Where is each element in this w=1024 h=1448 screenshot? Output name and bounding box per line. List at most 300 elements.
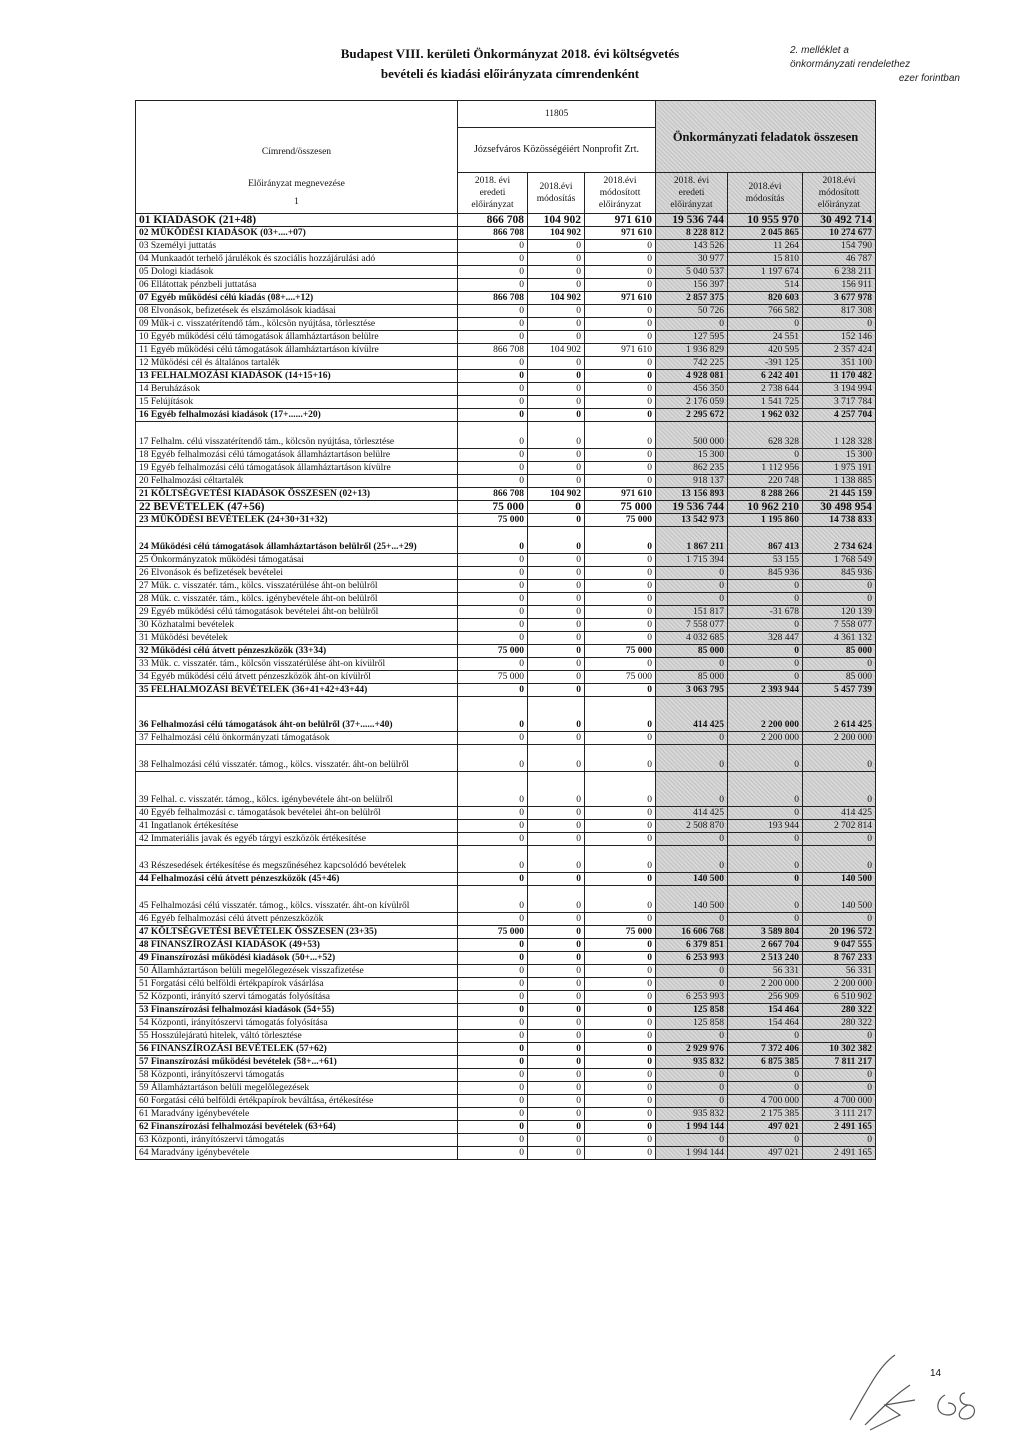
row-value-cell: 4 928 081 <box>656 369 728 382</box>
sum-modd-header <box>803 173 876 214</box>
row-value-cell: 0 <box>585 1094 656 1107</box>
row-value-cell: 2 200 000 <box>803 731 876 744</box>
row-value-cell: 0 <box>458 683 528 696</box>
orig-line-2: eredeti <box>479 187 506 198</box>
row-value-cell: 0 <box>585 304 656 317</box>
table-row <box>136 1042 876 1055</box>
row-value-cell: 971 610 <box>585 487 656 500</box>
row-value-cell: 0 <box>585 395 656 408</box>
row-value-cell: 0 <box>728 448 803 461</box>
row-value-cell: 0 <box>458 1042 528 1055</box>
table-row <box>136 553 876 566</box>
row-value-cell: 0 <box>585 618 656 631</box>
row-label: 45 Felhalmozási célú visszatér. támog., kölcs. visszatér. áht-on kívülről <box>136 885 458 912</box>
row-label: 51 Forgatási célú belföldi értékpapírok vásárlása <box>136 977 458 990</box>
row-value-cell: 0 <box>528 369 585 382</box>
row-value-cell: 2 200 000 <box>803 977 876 990</box>
row-value-cell: 0 <box>656 771 728 806</box>
row-label: 06 Ellátottak pénzbeli juttatása <box>136 278 458 291</box>
row-value-cell: 50 726 <box>656 304 728 317</box>
row-value-cell: 46 787 <box>803 252 876 265</box>
row-value-cell: 1 768 549 <box>803 553 876 566</box>
table-row <box>136 670 876 683</box>
row-value-cell: 0 <box>458 265 528 278</box>
row-value-cell: 56 331 <box>803 964 876 977</box>
row-label: 64 Maradvány igénybevétele <box>136 1146 458 1159</box>
row-value-cell: 6 379 851 <box>656 938 728 951</box>
row-label: 59 Államháztartáson belüli megelőlegezések <box>136 1081 458 1094</box>
row-label: 27 Műk. c. visszatér. tám., kölcs. visszatérülése áht-on belülről <box>136 579 458 592</box>
row-value-cell: 0 <box>585 964 656 977</box>
table-row <box>136 1003 876 1016</box>
row-value-cell: 0 <box>728 845 803 872</box>
row-value-cell: 0 <box>528 951 585 964</box>
row-value-cell: 0 <box>585 421 656 448</box>
row-value-cell: 30 977 <box>656 252 728 265</box>
row-value-cell: 414 425 <box>656 696 728 731</box>
row-value-cell: 0 <box>585 1003 656 1016</box>
row-value-cell: 104 902 <box>528 213 585 226</box>
row-value-cell: 10 274 677 <box>803 226 876 239</box>
table-row <box>136 657 876 670</box>
row-value-cell: 0 <box>458 369 528 382</box>
table-row <box>136 925 876 938</box>
row-value-cell: 0 <box>585 885 656 912</box>
row-value-cell: 2 357 424 <box>803 343 876 356</box>
entity-header: Józsefváros Közösségéiért Nonprofit Zrt. <box>458 128 656 173</box>
row-value-cell: 514 <box>728 278 803 291</box>
row-value-cell: 0 <box>458 731 528 744</box>
row-value-cell: 0 <box>728 806 803 819</box>
row-value-cell: 500 000 <box>656 421 728 448</box>
table-row <box>136 592 876 605</box>
row-label: 19 Egyéb felhalmozási célú támogatások államháztartáson kívülre <box>136 461 458 474</box>
row-label: 36 Felhalmozási célú támogatások áht-on belülről (37+......+40) <box>136 696 458 731</box>
row-value-cell: 0 <box>528 696 585 731</box>
row-value-cell: 0 <box>458 566 528 579</box>
row-label: 05 Dologi kiadások <box>136 265 458 278</box>
table-row <box>136 1107 876 1120</box>
row-value-cell: 2 508 870 <box>656 819 728 832</box>
row-value-cell: 0 <box>585 317 656 330</box>
row-label: 29 Egyéb működési célú támogatások bevételei áht-on belülről <box>136 605 458 618</box>
row-value-cell: 0 <box>585 1042 656 1055</box>
row-value-cell: 15 300 <box>656 448 728 461</box>
table-row <box>136 618 876 631</box>
row-value-cell: 0 <box>458 990 528 1003</box>
row-value-cell: 0 <box>585 731 656 744</box>
row-label: 25 Önkormányzatok működési támogatásai <box>136 553 458 566</box>
row-value-cell: 0 <box>458 1133 528 1146</box>
row-value-cell: 2 393 944 <box>728 683 803 696</box>
row-value-cell: 2 175 385 <box>728 1107 803 1120</box>
row-label: 16 Egyéb felhalmozási kiadások (17+......+20) <box>136 408 458 421</box>
table-row <box>136 977 876 990</box>
annex-label: 2. melléklet a <box>790 45 849 56</box>
row-value-cell: 0 <box>803 657 876 670</box>
modd-line-1: 2018.évi <box>603 175 637 186</box>
row-value-cell: 140 500 <box>656 885 728 912</box>
row-value-cell: 0 <box>458 951 528 964</box>
row-value-cell: 154 464 <box>728 1003 803 1016</box>
row-value-cell: 0 <box>803 579 876 592</box>
row-value-cell: 0 <box>585 845 656 872</box>
row-value-cell: 1 541 725 <box>728 395 803 408</box>
row-value-cell: 0 <box>528 832 585 845</box>
row-value-cell: 0 <box>458 526 528 553</box>
row-value-cell: 127 595 <box>656 330 728 343</box>
row-value-cell: 0 <box>458 382 528 395</box>
row-value-cell: 0 <box>528 330 585 343</box>
row-value-cell: 0 <box>803 832 876 845</box>
table-row <box>136 951 876 964</box>
row-value-cell: 0 <box>728 317 803 330</box>
row-value-cell: 2 200 000 <box>728 696 803 731</box>
row-value-cell: 0 <box>803 845 876 872</box>
row-value-cell: 19 536 744 <box>656 500 728 513</box>
row-value-cell: 6 238 211 <box>803 265 876 278</box>
row-value-cell: 628 328 <box>728 421 803 448</box>
row-value-cell: 420 595 <box>728 343 803 356</box>
row-label: 02 MŰKÖDÉSI KIADÁSOK (03+....+07) <box>136 226 458 239</box>
row-value-cell: 866 708 <box>458 291 528 304</box>
row-value-cell: 0 <box>585 239 656 252</box>
row-label: 49 Finanszírozási működési kiadások (50+...+52) <box>136 951 458 964</box>
table-row <box>136 832 876 845</box>
row-value-cell: 7 372 406 <box>728 1042 803 1055</box>
row-value-cell: 143 526 <box>656 239 728 252</box>
row-value-cell: 0 <box>803 1068 876 1081</box>
row-value-cell: 0 <box>656 1133 728 1146</box>
row-label: 47 KÖLTSÉGVETÉSI BEVÉTELEK ÖSSZESEN (23+35) <box>136 925 458 938</box>
row-value-cell: -391 125 <box>728 356 803 369</box>
row-value-cell: 0 <box>528 618 585 631</box>
row-value-cell: 866 708 <box>458 213 528 226</box>
row-value-cell: 30 492 714 <box>803 213 876 226</box>
row-value-cell: 104 902 <box>528 343 585 356</box>
row-value-cell: 0 <box>528 670 585 683</box>
row-label: 52 Központi, irányító szervi támogatás folyósítása <box>136 990 458 1003</box>
row-value-cell: 13 542 973 <box>656 513 728 526</box>
table-row <box>136 1094 876 1107</box>
row-value-cell: 1 867 211 <box>656 526 728 553</box>
row-value-cell: 0 <box>528 408 585 421</box>
row-value-cell: 154 790 <box>803 239 876 252</box>
row-value-cell: 10 955 970 <box>728 213 803 226</box>
row-value-cell: 0 <box>585 252 656 265</box>
row-value-cell: 742 225 <box>656 356 728 369</box>
row-value-cell: 0 <box>585 382 656 395</box>
sum-modd-line-1: 2018.évi <box>822 175 856 186</box>
row-value-cell: 0 <box>458 696 528 731</box>
row-value-cell: 0 <box>728 832 803 845</box>
table-row <box>136 421 876 448</box>
table-row <box>136 500 876 513</box>
modd-line-2: módosított <box>599 187 641 198</box>
row-value-cell: 6 875 385 <box>728 1055 803 1068</box>
row-value-cell: 140 500 <box>803 872 876 885</box>
table-row <box>136 1133 876 1146</box>
row-value-cell: 0 <box>585 819 656 832</box>
row-label: 20 Felhalmozási céltartalék <box>136 474 458 487</box>
table-row <box>136 566 876 579</box>
row-value-cell: 0 <box>585 592 656 605</box>
code-header: 11805 <box>458 101 656 128</box>
row-value-cell: 0 <box>528 744 585 771</box>
row-value-cell: 0 <box>585 951 656 964</box>
row-value-cell: 0 <box>528 395 585 408</box>
budget-table <box>135 100 876 1160</box>
table-row <box>136 330 876 343</box>
row-value-cell: 0 <box>458 1016 528 1029</box>
row-value-cell: 0 <box>528 990 585 1003</box>
sum-mod-header <box>728 173 803 214</box>
row-value-cell: 0 <box>458 395 528 408</box>
row-value-cell: 0 <box>656 1094 728 1107</box>
row-value-cell: 0 <box>728 771 803 806</box>
row-value-cell: 193 944 <box>728 819 803 832</box>
row-value-cell: 4 700 000 <box>803 1094 876 1107</box>
sum-orig-line-2: eredeti <box>678 187 705 198</box>
row-label: 08 Elvonások, befizetések és elszámolások kiadásai <box>136 304 458 317</box>
row-label: 40 Egyéb felhalmozási c. támogatások bevételei áht-on belülről <box>136 806 458 819</box>
table-row <box>136 990 876 1003</box>
row-value-cell: 0 <box>528 912 585 925</box>
row-label: 37 Felhalmozási célú önkormányzati támogatások <box>136 731 458 744</box>
row-label: 60 Forgatási célú belföldi értékpapírok beváltása, értékesítése <box>136 1094 458 1107</box>
row-label: 03 Személyi juttatás <box>136 239 458 252</box>
document-title <box>330 44 690 84</box>
table-row <box>136 819 876 832</box>
row-label: 34 Egyéb működési célú átvett pénzeszközök áht-on kívülről <box>136 670 458 683</box>
row-value-cell: 75 000 <box>458 644 528 657</box>
row-value-cell: 140 500 <box>656 872 728 885</box>
row-value-cell: 1 962 032 <box>728 408 803 421</box>
row-value-cell: 1 715 394 <box>656 553 728 566</box>
row-label: 15 Felújítások <box>136 395 458 408</box>
row-value-cell: 2 702 814 <box>803 819 876 832</box>
row-label: 21 KÖLTSÉGVETÉSI KIADÁSOK ÖSSZESEN (02+13) <box>136 487 458 500</box>
row-value-cell: 0 <box>728 1133 803 1146</box>
row-value-cell: 0 <box>656 592 728 605</box>
row-value-cell: 1 112 956 <box>728 461 803 474</box>
row-value-cell: 0 <box>528 592 585 605</box>
table-row <box>136 1029 876 1042</box>
row-value-cell: 0 <box>528 252 585 265</box>
cimrend-label: Címrend/összesen <box>261 146 332 157</box>
sum-modd-line-3: előirányzat <box>817 199 861 210</box>
table-row <box>136 291 876 304</box>
row-value-cell: 0 <box>528 1016 585 1029</box>
row-value-cell: 414 425 <box>656 806 728 819</box>
table-row <box>136 631 876 644</box>
row-value-cell: 0 <box>458 408 528 421</box>
row-value-cell: 0 <box>656 845 728 872</box>
row-value-cell: 0 <box>728 885 803 912</box>
row-value-cell: 0 <box>458 977 528 990</box>
row-value-cell: 75 000 <box>458 500 528 513</box>
row-value-cell: 4 700 000 <box>728 1094 803 1107</box>
row-value-cell: 0 <box>528 1133 585 1146</box>
row-value-cell: 75 000 <box>458 513 528 526</box>
row-value-cell: 0 <box>458 885 528 912</box>
row-value-cell: 0 <box>585 977 656 990</box>
row-label: 23 MŰKÖDÉSI BEVÉTELEK (24+30+31+32) <box>136 513 458 526</box>
row-value-cell: 0 <box>585 683 656 696</box>
row-value-cell: 0 <box>728 644 803 657</box>
row-value-cell: 0 <box>585 579 656 592</box>
table-row <box>136 1068 876 1081</box>
row-value-cell: 1 936 829 <box>656 343 728 356</box>
budget-table-body <box>136 101 876 1160</box>
table-row <box>136 1120 876 1133</box>
table-row <box>136 731 876 744</box>
handwritten-signature <box>840 1345 990 1435</box>
row-label: 24 Működési célú támogatások államháztartáson belülről (25+...+29) <box>136 526 458 553</box>
row-label: 54 Központi, irányítószervi támogatás folyósítása <box>136 1016 458 1029</box>
row-value-cell: 0 <box>528 500 585 513</box>
row-label: 31 Működési bevételek <box>136 631 458 644</box>
row-value-cell: 971 610 <box>585 226 656 239</box>
row-value-cell: 0 <box>458 1003 528 1016</box>
row-value-cell: 0 <box>585 990 656 1003</box>
table-row <box>136 252 876 265</box>
row-value-cell: 2 491 165 <box>803 1120 876 1133</box>
table-row <box>136 845 876 872</box>
row-label: 28 Műk. c. visszatér. tám., kölcs. igénybevétele áht-on belülről <box>136 592 458 605</box>
row-label: 50 Államháztartáson belüli megelőlegezések visszafizetése <box>136 964 458 977</box>
modd-header <box>585 173 656 214</box>
row-value-cell: 0 <box>458 912 528 925</box>
row-value-cell: 1 195 860 <box>728 513 803 526</box>
row-value-cell: 918 137 <box>656 474 728 487</box>
row-value-cell: 0 <box>585 553 656 566</box>
row-value-cell: 0 <box>528 265 585 278</box>
row-value-cell: 497 021 <box>728 1120 803 1133</box>
row-value-cell: 0 <box>528 644 585 657</box>
row-value-cell: 0 <box>528 278 585 291</box>
row-value-cell: 85 000 <box>803 644 876 657</box>
row-value-cell: 0 <box>528 605 585 618</box>
row-value-cell: 11 170 482 <box>803 369 876 382</box>
row-value-cell: 0 <box>458 938 528 951</box>
row-value-cell: 2 491 165 <box>803 1146 876 1159</box>
row-value-cell: 0 <box>728 1029 803 1042</box>
row-value-cell: 1 138 885 <box>803 474 876 487</box>
row-value-cell: 10 962 210 <box>728 500 803 513</box>
row-value-cell: 0 <box>458 252 528 265</box>
table-row <box>136 771 876 806</box>
row-value-cell: 2 295 672 <box>656 408 728 421</box>
table-row <box>136 806 876 819</box>
title-line-2: bevételi és kiadási előirányzata címrendenként <box>380 66 640 81</box>
row-value-cell: 0 <box>585 1016 656 1029</box>
table-row <box>136 683 876 696</box>
row-value-cell: 0 <box>528 513 585 526</box>
row-value-cell: 2 176 059 <box>656 395 728 408</box>
row-label: 10 Egyéb működési célú támogatások államháztartáson belülre <box>136 330 458 343</box>
row-value-cell: 21 445 159 <box>803 487 876 500</box>
row-value-cell: 0 <box>528 474 585 487</box>
row-value-cell: 0 <box>656 1068 728 1081</box>
table-row <box>136 461 876 474</box>
row-value-cell: 56 331 <box>728 964 803 977</box>
row-value-cell: 0 <box>656 579 728 592</box>
row-value-cell: 0 <box>585 566 656 579</box>
row-value-cell: 971 610 <box>585 291 656 304</box>
row-value-cell: 2 513 240 <box>728 951 803 964</box>
row-value-cell: 0 <box>656 566 728 579</box>
row-value-cell: 0 <box>528 771 585 806</box>
row-value-cell: 0 <box>528 1055 585 1068</box>
table-row <box>136 885 876 912</box>
row-value-cell: 2 200 000 <box>728 731 803 744</box>
row-label: 56 FINANSZÍROZÁSI BEVÉTELEK (57+62) <box>136 1042 458 1055</box>
row-value-cell: 971 610 <box>585 343 656 356</box>
row-value-cell: 0 <box>528 925 585 938</box>
row-value-cell: 0 <box>458 474 528 487</box>
row-value-cell: 0 <box>656 731 728 744</box>
row-value-cell: 0 <box>528 977 585 990</box>
row-value-cell: 0 <box>585 265 656 278</box>
row-value-cell: 0 <box>585 408 656 421</box>
row-value-cell: 8 767 233 <box>803 951 876 964</box>
row-value-cell: 0 <box>458 1068 528 1081</box>
row-value-cell: 0 <box>656 832 728 845</box>
row-value-cell: 75 000 <box>458 670 528 683</box>
row-value-cell: 0 <box>656 964 728 977</box>
row-value-cell: 0 <box>585 278 656 291</box>
row-value-cell: 5 457 739 <box>803 683 876 696</box>
row-value-cell: 0 <box>458 618 528 631</box>
row-value-cell: 2 734 624 <box>803 526 876 553</box>
row-value-cell: 820 603 <box>728 291 803 304</box>
row-value-cell: 866 708 <box>458 487 528 500</box>
row-label: 63 Központi, irányítószervi támogatás <box>136 1133 458 1146</box>
row-value-cell: 1 994 144 <box>656 1146 728 1159</box>
row-value-cell: 0 <box>528 1081 585 1094</box>
row-value-cell: 0 <box>528 885 585 912</box>
row-value-cell: 0 <box>585 1107 656 1120</box>
row-label: 13 FELHALMOZÁSI KIADÁSOK (14+15+16) <box>136 369 458 382</box>
table-row <box>136 304 876 317</box>
row-value-cell: 0 <box>585 356 656 369</box>
row-value-cell: 19 536 744 <box>656 213 728 226</box>
row-value-cell: 935 832 <box>656 1107 728 1120</box>
row-value-cell: 75 000 <box>585 500 656 513</box>
row-label: 35 FELHALMOZÁSI BEVÉTELEK (36+41+42+43+44) <box>136 683 458 696</box>
row-label: 62 Finanszírozási felhalmozási bevételek (63+64) <box>136 1120 458 1133</box>
row-label: 38 Felhalmozási célú visszatér. támog., kölcs. visszatér. áht-on belülről <box>136 744 458 771</box>
table-row <box>136 382 876 395</box>
row-value-cell: 75 000 <box>585 513 656 526</box>
row-value-cell: 328 447 <box>728 631 803 644</box>
row-label: 57 Finanszírozási működési bevételek (58+...+61) <box>136 1055 458 1068</box>
row-value-cell: 0 <box>528 356 585 369</box>
row-value-cell: 845 936 <box>803 566 876 579</box>
row-value-cell: 1 128 328 <box>803 421 876 448</box>
row-value-cell: 0 <box>585 631 656 644</box>
row-value-cell: 0 <box>528 683 585 696</box>
row-value-cell: 7 558 077 <box>803 618 876 631</box>
row-label: 33 Műk. c. visszatér. tám., kölcsön visszatérülése áht-on kívülről <box>136 657 458 670</box>
summary-header: Önkormányzati feladatok összesen <box>656 101 876 173</box>
row-value-cell: 1 197 674 <box>728 265 803 278</box>
row-value-cell: 0 <box>585 657 656 670</box>
row-value-cell: 0 <box>528 806 585 819</box>
cimrend-header <box>136 101 458 173</box>
row-value-cell: 0 <box>528 566 585 579</box>
